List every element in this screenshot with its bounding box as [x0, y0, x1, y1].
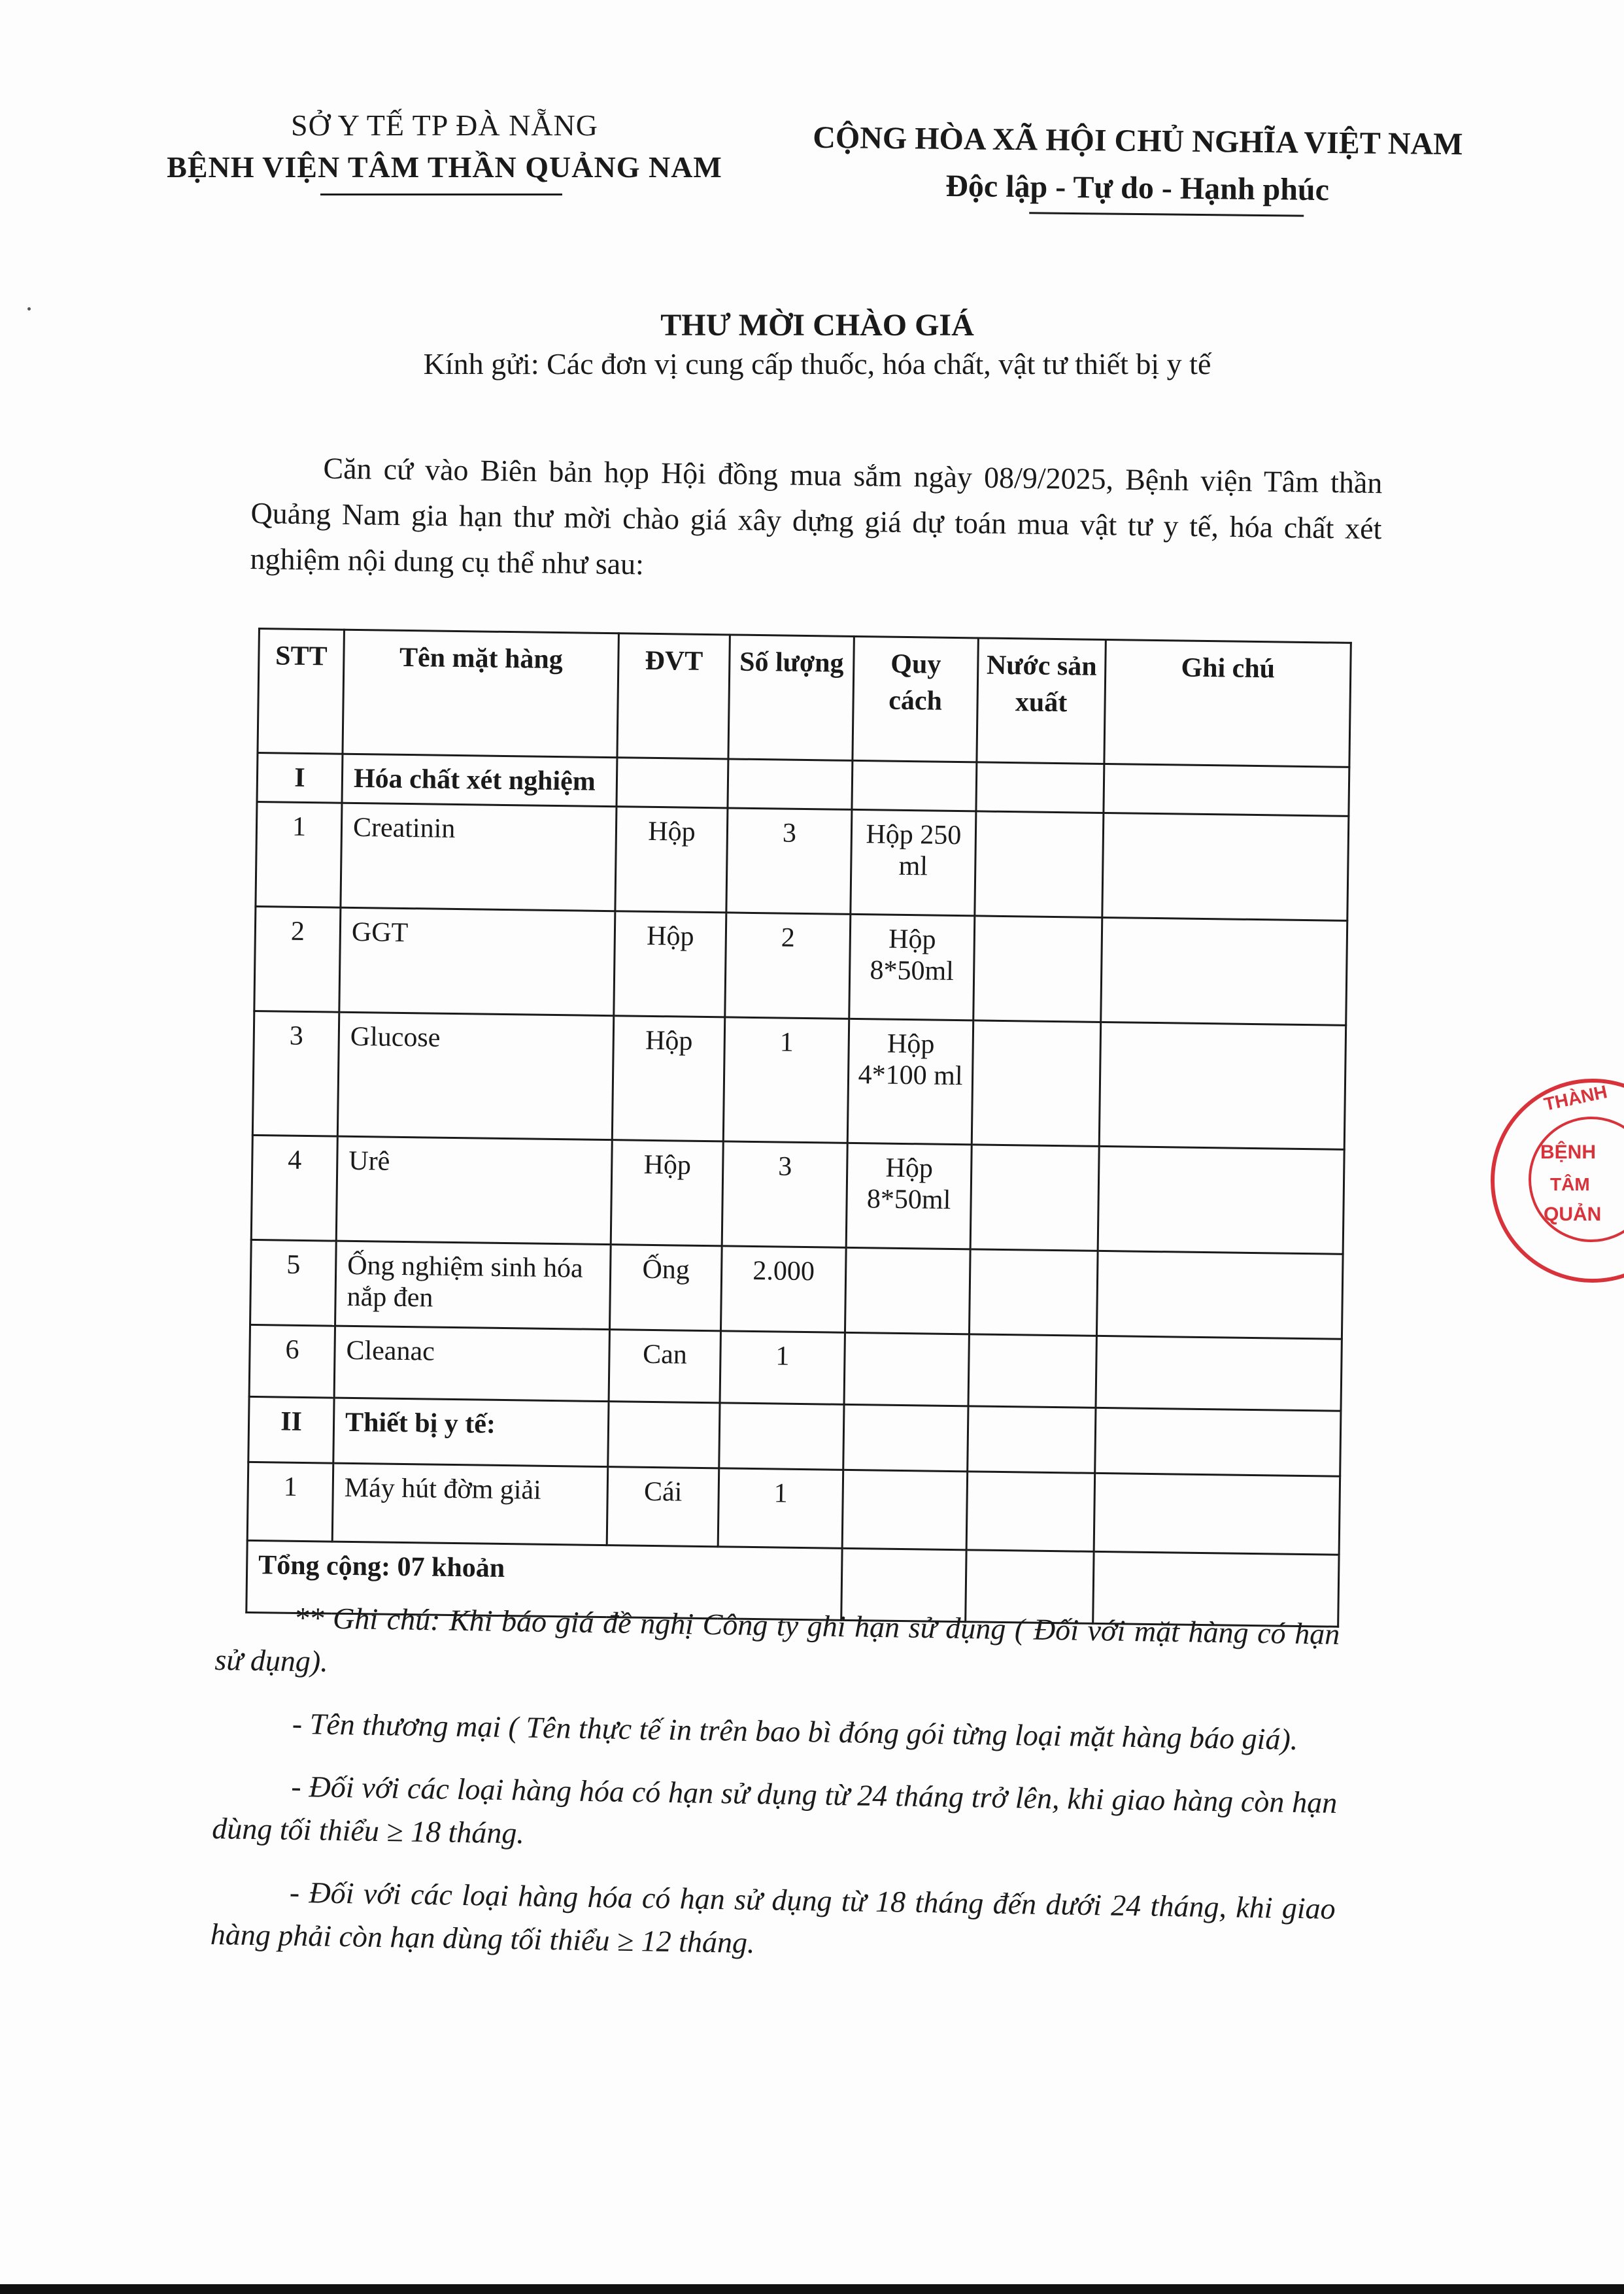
section-title: Thiết bị y tế:: [333, 1398, 609, 1466]
header-qty: Số lượng: [728, 635, 854, 760]
stamp-arc-text: THÀNH: [1542, 1081, 1610, 1115]
national-header: [771, 114, 1504, 216]
cell-unit: Hộp: [612, 1016, 724, 1141]
cell-spec: Hộp 250 ml: [851, 809, 976, 915]
cell-note: [1099, 1022, 1345, 1149]
items-table-wrapper: [245, 628, 1350, 1628]
cell-note: [1101, 917, 1347, 1025]
cell-spec: [844, 1332, 969, 1406]
cell-qty: 1: [718, 1468, 843, 1548]
table-row: [254, 906, 1347, 1025]
cell-qty: 2: [725, 913, 851, 1019]
cell-origin: [970, 1145, 1099, 1251]
header-stt: STT: [258, 629, 344, 754]
cell-name: Cleanac: [334, 1326, 609, 1401]
cell-stt: 5: [250, 1240, 337, 1326]
notes-section: [210, 1595, 1340, 1993]
cell-name: GGT: [339, 907, 615, 1015]
header-spec: Quy cách: [853, 636, 978, 762]
national-title: CỘNG HÒA XÃ HỘI CHỦ NGHĨA VIỆT NAM: [812, 120, 1463, 162]
cell-unit: Hộp: [614, 911, 726, 1017]
cell-origin: [975, 811, 1104, 918]
cell-origin: [966, 1472, 1095, 1552]
cell-note: [1096, 1251, 1343, 1339]
cell-stt: 1: [247, 1462, 333, 1542]
issuer-department: SỞ Y TẾ TP ĐÀ NẴNG: [291, 109, 598, 142]
intro-text: Căn cứ vào Biên bản họp Hội đồng mua sắm ngày 08/9/2025, Bệnh viện Tâm thần Quảng Nam gia hạn thư mời chào giá xây dựng giá dự toán mua vật tư y tế, hóa chất xét nghiệm nội dung cụ thể như sau:: [250, 451, 1383, 581]
table-row: [252, 1011, 1345, 1149]
cell-unit: Cái: [607, 1467, 719, 1547]
cell-note: [1102, 813, 1349, 920]
cell-origin: [969, 1249, 1098, 1336]
official-stamp: [1491, 1079, 1624, 1283]
issuer-header: [131, 105, 758, 188]
note-3-text: - Đối với các loại hàng hóa có hạn sử dụng từ 24 tháng trở lên, khi giao hàng còn hạn dùng tối thiểu ≥ 18 tháng.: [211, 1769, 1338, 1850]
cell-note: [1096, 1336, 1342, 1411]
items-table: [245, 628, 1352, 1628]
cell-unit: Can: [609, 1330, 720, 1403]
note-2: [213, 1701, 1338, 1762]
cell-unit: Hộp: [611, 1140, 723, 1246]
stamp-line-3: QUẢN: [1544, 1204, 1602, 1225]
table-row: [251, 1135, 1344, 1254]
note-1-text: ** Ghi chú: Khi báo giá đề nghị Công ty ghi hạn sử dụng ( Đối với mặt hàng có hạn sử dụng).: [214, 1600, 1340, 1678]
table-row: [250, 1240, 1344, 1339]
note-1: [214, 1595, 1340, 1699]
header-origin: Nước sản xuất: [977, 638, 1106, 764]
cell-spec: Hộp 8*50ml: [846, 1143, 972, 1249]
cell-qty: 3: [726, 808, 852, 914]
note-4-text: - Đối với các loại hàng hóa có hạn sử dụng từ 18 tháng đến dưới 24 tháng, khi giao hàng phải còn hạn dùng tối thiểu ≥ 12 tháng.: [210, 1875, 1336, 1960]
cell-spec: [845, 1247, 970, 1334]
cell-name: Glucose: [337, 1012, 613, 1139]
cell-spec: Hộp 4*100 ml: [847, 1019, 973, 1144]
cell-spec: Hộp 8*50ml: [849, 914, 975, 1020]
table-row: [256, 801, 1349, 920]
recipient-line: Kính gửi: Các đơn vị cung cấp thuốc, hóa chất, vật tư thiết bị y tế: [423, 347, 1211, 380]
scan-edge: [0, 2284, 1624, 2294]
cell-qty: 3: [722, 1141, 847, 1247]
cell-qty: 2.000: [720, 1246, 846, 1332]
issuer-hospital: BỆNH VIỆN TÂM THẦN QUẢNG NAM: [167, 150, 722, 184]
indent: [251, 477, 323, 479]
cell-stt: 1: [256, 801, 342, 907]
cell-name: Creatinin: [341, 803, 617, 911]
cell-origin: [973, 916, 1102, 1022]
cell-unit: Ống: [609, 1245, 722, 1331]
cell-note: [1098, 1146, 1344, 1254]
stamp-line-2: TÂM: [1550, 1174, 1590, 1194]
cell-origin: [972, 1020, 1100, 1147]
cell-stt: 3: [252, 1011, 339, 1136]
header-name: Tên mặt hàng: [343, 630, 618, 757]
issuer-underline: [320, 194, 562, 195]
cell-name: Ống nghiệm sinh hóa nắp đen: [335, 1241, 611, 1329]
cell-note: [1094, 1473, 1340, 1555]
cell-spec: [842, 1470, 968, 1549]
cell-name: Máy hút đờm giải: [332, 1463, 608, 1545]
national-motto: Độc lập - Tự do - Hạnh phúc: [945, 168, 1330, 208]
header-unit: ĐVT: [617, 633, 730, 759]
cell-qty: 1: [720, 1331, 845, 1404]
section-title: Hóa chất xét nghiệm: [342, 754, 617, 806]
note-3: [212, 1764, 1338, 1868]
intro-paragraph: [250, 445, 1383, 598]
cell-origin: [968, 1334, 1096, 1408]
cell-name: Urê: [336, 1136, 612, 1244]
section-number: II: [248, 1396, 334, 1463]
cell-unit: Hộp: [615, 807, 728, 913]
table-row: [249, 1324, 1342, 1411]
section-number: I: [257, 753, 343, 803]
document-title: THƯ MỜI CHÀO GIÁ: [660, 308, 974, 343]
scan-speck: [27, 307, 31, 311]
cell-stt: 2: [254, 906, 341, 1012]
total-label: Tổng cộng: 07 khoản: [246, 1540, 842, 1620]
table-row: [247, 1462, 1340, 1555]
cell-stt: 6: [249, 1324, 335, 1398]
note-4: [210, 1870, 1336, 1974]
stamp-line-1: BỆNH: [1540, 1141, 1597, 1163]
table-header-row: [258, 629, 1351, 767]
note-2-text: - Tên thương mại ( Tên thực tế in trên bao bì đóng gói từng loại mặt hàng báo giá).: [292, 1706, 1298, 1757]
cell-qty: 1: [723, 1017, 849, 1143]
cell-stt: 4: [251, 1135, 337, 1241]
header-note: Ghi chú: [1104, 639, 1351, 767]
